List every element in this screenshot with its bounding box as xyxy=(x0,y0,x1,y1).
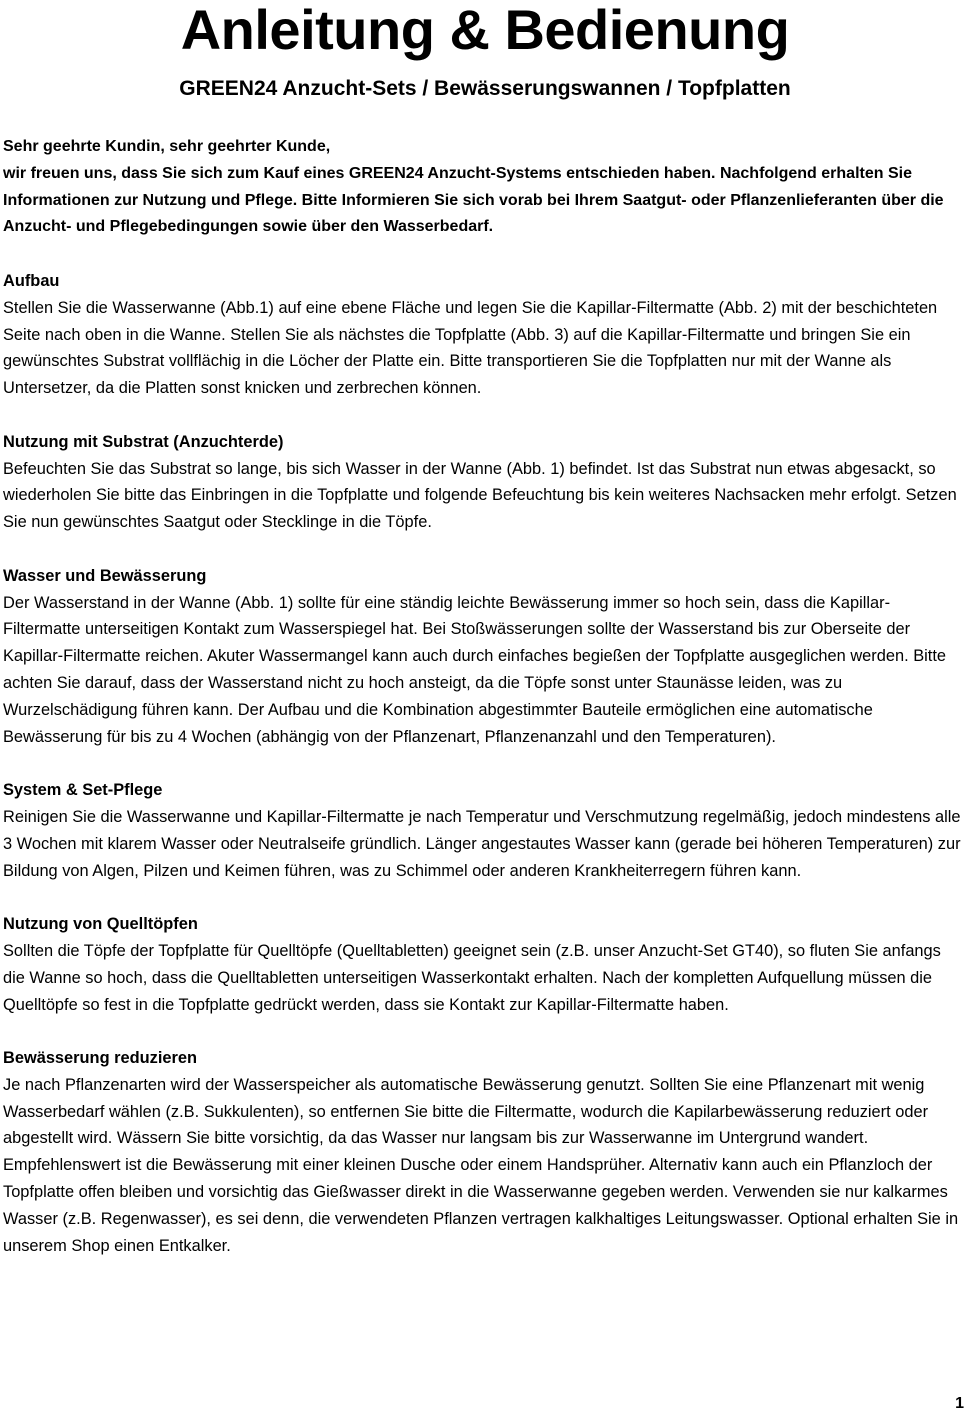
section-nutzung-substrat xyxy=(3,429,965,536)
section-heading: Aufbau xyxy=(3,271,60,290)
section-text: Stellen Sie die Wasserwanne (Abb.1) auf eine ebene Fläche und legen Sie die Kapillar-Filtermatte (Abb. 2) mit der beschichteten Seite nach oben in die Wanne. Stellen Sie als nächstes die Topfplatte (Abb. 3) auf die Kapillar-Filtermatte und bringen Sie ein gewünschtes Substrat vollflächig in die Löcher der Platte ein. Bitte transportieren Sie die Topfplatten nur mit der Wanne als Untersetzer, da die Platten sonst knicken und zerbrechen können. xyxy=(3,298,938,398)
section-quelltoepfe xyxy=(3,911,965,1018)
intro-block xyxy=(3,134,965,241)
section-system-pflege xyxy=(3,777,965,884)
section-heading: Nutzung mit Substrat (Anzuchterde) xyxy=(3,432,284,451)
section-heading: Bewässerung reduzieren xyxy=(3,1049,198,1068)
page-number: 1 xyxy=(955,1395,964,1412)
section-text: Befeuchten Sie das Substrat so lange, bis sich Wasser in der Wanne (Abb. 1) befindet. Ist das Substrat nun etwas abgesackt, so wiederholen Sie bitte das Einbringen in die Topfplatte und folgende Befeuchtung bis kein weiteres Nachsacken mehr erfolgt. Setzen Sie nun gewünschtes Saatgut oder Stecklinge in die Töpfe. xyxy=(3,459,957,532)
page-title: Anleitung & Bedienung xyxy=(180,0,790,61)
section-bewaesserung-reduzieren xyxy=(3,1045,965,1259)
page-subtitle: GREEN24 Anzucht-Sets / Bewässerungswannen / Topfplatten xyxy=(179,77,791,100)
section-text: Sollten die Töpfe der Topfplatte für Quelltöpfe (Quelltabletten) geeignet sein (z.B. unser Anzucht-Set GT40), so fluten Sie anfangs die Wanne so hoch, dass die Quelltabletten unterseitigen Wasserkontakt erhalten. Nach der kompletten Aufquellung müssen die Quelltöpfe so fest in die Topfplatte gedrückt werden, dass sie Kontakt zur Kapillar-Filtermatte haben. xyxy=(3,941,941,1014)
intro-salutation: Sehr geehrte Kundin, sehr geehrter Kunde, xyxy=(3,138,331,155)
section-text: Der Wasserstand in der Wanne (Abb. 1) sollte für eine ständig leichte Bewässerung immer so hoch sein, dass die Kapillar-Filtermatte unterseitigen Kontakt zum Wasserspiegel hat. Bei Stoßwässerungen sollte der Wasserstand bis zur Oberseite der Kapillar-Filtermatte reichen. Akuter Wassermangel kann auch durch einfaches begießen der Topfplatte ausgeglichen werden. Bitte achten Sie darauf, dass der Wasserstand nicht zu hoch ansteigt, da die Töpfe sonst unter Staunässe leiden, was zu Wurzelschädigung führen kann. Der Aufbau und die Kombination abgestimmter Bauteile ermöglichen eine automatische Bewässerung für bis zu 4 Wochen (abhängig von der Pflanzenart, Pflanzenanzahl und den Temperaturen). xyxy=(3,593,946,746)
intro-text: wir freuen uns, dass Sie sich zum Kauf eines GREEN24 Anzucht-Systems entschieden haben. Nachfolgend erhalten Sie Informationen zur Nutzung und Pflege. Bitte Informieren Sie sich vorab bei Ihrem Saatgut- oder Pflanzenlieferanten über die Anzucht- und Pflegebedingungen sowie über den Wasserbedarf. xyxy=(3,164,944,236)
section-heading: System & Set-Pflege xyxy=(3,781,163,800)
section-heading: Nutzung von Quelltöpfen xyxy=(3,915,198,934)
document-body xyxy=(3,134,965,1286)
section-aufbau xyxy=(3,268,965,402)
section-heading: Wasser und Bewässerung xyxy=(3,566,207,585)
section-text: Je nach Pflanzenarten wird der Wasserspeicher als automatische Bewässerung genutzt. Sollten Sie eine Pflanzenart mit wenig Wasserbedarf wählen (z.B. Sukkulenten), so entfernen Sie bitte die Filtermatte, wodurch die Kapilarbewässerung reduziert oder abgestellt wird. Wässern Sie bitte vorsichtig, da das Wasser nur langsam bis zur Wasserwanne im Untergrund wandert. Empfehlenswert ist die Bewässerung mit einer kleinen Dusche oder einem Handsprüher. Alternativ kann auch ein Pflanzloch der Topfplatte offen bleiben und vorsichtig das Gießwasser direkt in die Wasserwanne gegeben werden. Verwenden sie nur kalkarmes Wasser (z.B. Regenwasser), es sei denn, die verwendeten Pflanzen vertragen kalkhaltiges Leitungswasser. Optional erhalten Sie in unserem Shop einen Entkalker. xyxy=(3,1075,959,1255)
section-wasser-bewaesserung xyxy=(3,563,965,751)
section-text: Reinigen Sie die Wasserwanne und Kapillar-Filtermatte je nach Temperatur und Verschmutzung regelmäßig, jedoch mindestens alle 3 Wochen mit klarem Wasser oder Neutralseife gründlich. Länger angestautes Wasser kann (gerade bei höheren Temperaturen) zur Bildung von Algen, Pilzen und Keimen führen, was zu Schimmel oder anderen Krankheiterregern führen kann. xyxy=(3,807,961,880)
